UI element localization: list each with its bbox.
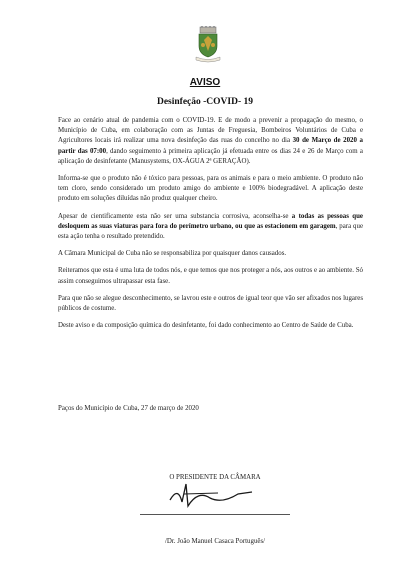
- paragraph-1: Face ao cenário atual de pandemia com o COVID-19. E de modo a prevenir a propagação do mesmo, o Município de Cuba, em colaboração com as Juntas de Freguesia, Bombeiros Voluntários de Cuba e Agricultores locais irá realizar uma nova desinfeção das ruas do concelho no dia 30 de Março de 2020 a partir das 07:00, dando seguimento à primeira aplicação já efetuada entre os dias 24 e 26 de Março com a aplicação de desinfetante (Manusystems, OX-ÁGUA 2ª GERAÇÃO).: [58, 117, 363, 165]
- coat-of-arms-icon: [193, 26, 223, 64]
- paragraph-3: Apesar de cientificamente esta não ser uma substancia corrosiva, aconselha-se a todas as pessoas que desloquem as suas viaturas para fora do perímetro urbano, ou que as estacionem em garagem, para que esta ação tenha o resultado pretendido.: [58, 212, 364, 241]
- paragraph-5: Reiteramos que esta é uma luta de todos nós, e que temos que nos proteger a nós, aos outros e ao ambiente. Só assim conseguimos ultrapassar esta fase.: [58, 267, 363, 285]
- signatory-name: /Dr. João Manuel Casaca Português/: [164, 538, 266, 545]
- notice-heading: AVISO: [189, 77, 221, 88]
- paragraph-4: A Câmara Municipal de Cuba não se responsabiliza por quaisquer danos causados.: [58, 250, 287, 258]
- paragraph-2: Informa-se que o produto não é tóxico para pessoas, para os animais e para o meio ambiente. O produto não tem cloro, sendo considerado um produto amigo do ambiente e 100% biodegradável. A aplicação deste produto em soluções diluídas não produz qualquer cheiro.: [58, 175, 363, 203]
- notice-body: [58, 116, 363, 338]
- handwritten-signature: [148, 480, 298, 510]
- paragraph-6: Para que não se alegue desconhecimento, se lavrou este e outros de igual teor que vão ser afixados nos lugares públicos de costume.: [58, 294, 363, 313]
- signatory-role: O PRESIDENTE DA CÂMARA: [169, 474, 261, 481]
- paragraph-7: Deste aviso e da composição química do desinfetante, foi dado conhecimento ao Centro de Saúde de Cuba.: [58, 322, 354, 330]
- place-date: Paços do Município de Cuba, 27 de março de 2020: [58, 405, 199, 412]
- notice-title: Desinfeção -COVID- 19: [156, 97, 254, 107]
- signature-line: [140, 514, 290, 515]
